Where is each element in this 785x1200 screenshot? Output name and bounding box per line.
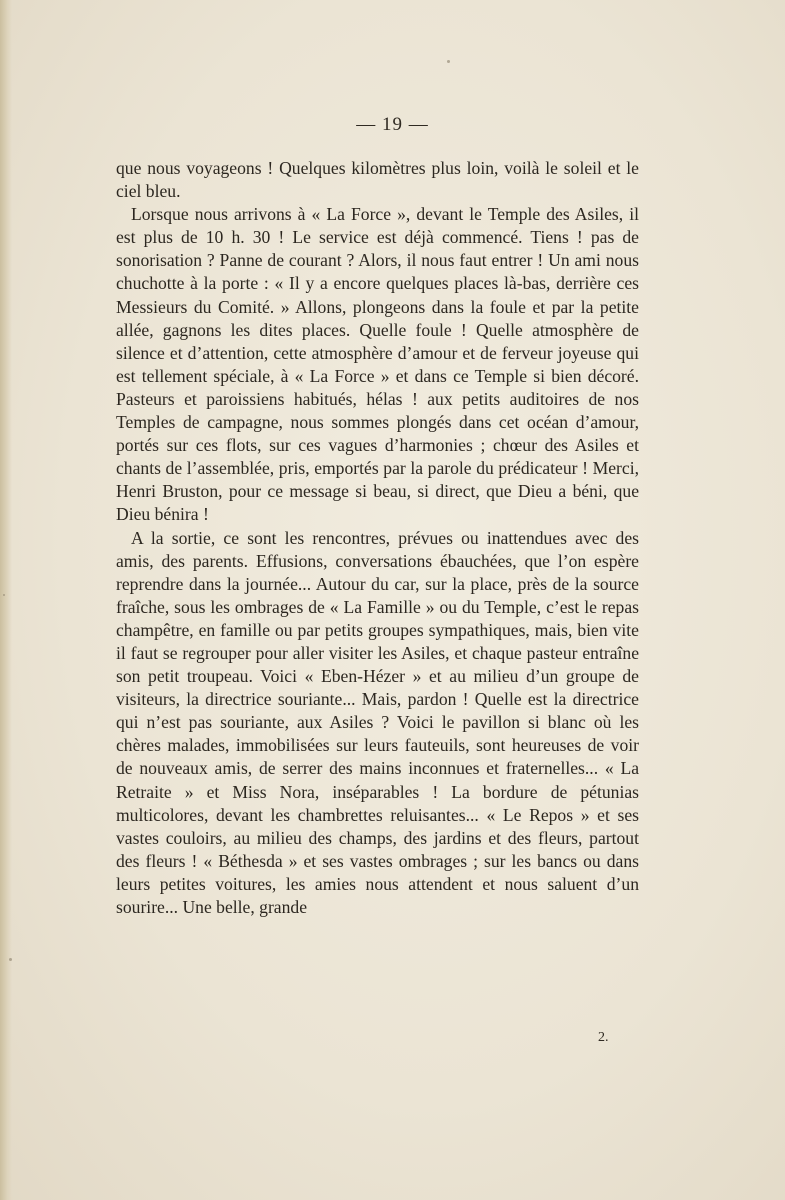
page-binding-edge — [0, 0, 12, 1200]
paragraph-3: A la sortie, ce sont les rencontres, prévues ou inattendues avec des amis, des parents. Effusions, conversations ébauchées, que l’on espère reprendre dans la journée... Autour du car, sur la place, près de la source fraîche, sous les ombrages de « La Famille » ou du Temple, c’est le repas champêtre, en famille ou par petits groupes sympathiques, mais, bien vite il faut se regrouper pour aller visiter les Asiles, et chaque pasteur entraîne son petit troupeau. Voici « Eben-Hézer » et au milieu d’un groupe de visiteurs, la directrice souriante... Mais, pardon ! Quelle est la directrice qui n’est pas souriante, aux Asiles ? Voici le pavillon si blanc où les chères malades, immobilisées sur leurs fauteuils, sont heureuses de voir de nouveaux amis, de serrer des mains inconnues et fraternelles... « La Retraite » et Miss Nora, inséparables ! La bordure de pétunias multicolores, devant les chambrettes reluisantes... « Le Repos » et ses vastes couloirs, au milieu des champs, des jardins et des fleurs, partout des fleurs ! « Béthesda » et ses vastes ombrages ; sur les bancs ou dans leurs petites voitures, les amies nous attendent et nous saluent d’un sourire... Une belle, grande — [116, 527, 639, 917]
paragraph-2: Lorsque nous arrivons à « La Force », devant le Temple des Asiles, il est plus de 10 h. 30 ! Le service est déjà commencé. Tiens ! pas de sonorisation ? Panne de courant ? Alors, il nous faut entrer ! Un ami nous chuchotte à la porte : « Il y a encore quelques places là-bas, derrière ces Messieurs du Comité. » Allons, plongeons dans la foule et par la petite allée, gagnons les dites places. Quelle foule ! Quelle atmosphère de silence et d’attention, cette atmosphère d’amour et de ferveur joyeuse qui est tellement spéciale, à « La Force » et dans ce Temple si bien décoré. Pasteurs et paroissiens habitués, hélas ! aux petits auditoires de nos Temples de campagne, nous sommes plongés dans cet océan d’amour, portés sur ces flots, sur ces vagues d’harmonies ; chœur des Asiles et chants de l’assemblée, pris, emportés par la parole du prédicateur ! Merci, Henri Bruston, pour ce message si beau, si direct, que Dieu a béni, que Dieu bénira ! — [116, 204, 639, 525]
paper-speck — [9, 958, 12, 961]
paragraph-1: que nous voyageons ! Quelques kilomètres plus loin, voilà le soleil et le ciel bleu. — [116, 158, 639, 202]
signature-mark: 2. — [598, 1030, 609, 1045]
page-number: — 19 — — [356, 114, 429, 135]
body-text — [116, 157, 639, 919]
paper-speck — [3, 594, 5, 596]
paper-speck — [447, 60, 450, 63]
